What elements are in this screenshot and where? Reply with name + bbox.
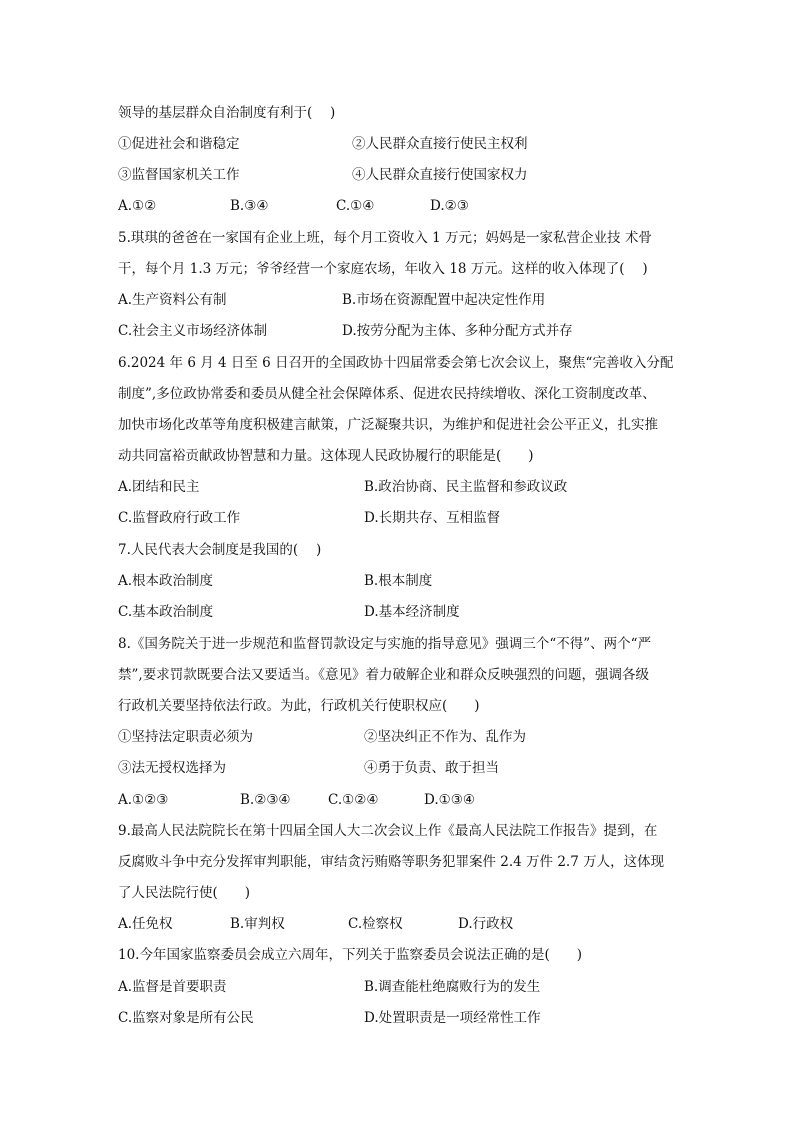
q6-option-d[interactable]: D.长期共存、互相监督	[364, 510, 501, 526]
q7-option-c[interactable]: C.基本政治制度	[118, 604, 214, 620]
q10-option-d[interactable]: D.处置职责是一项经常性工作	[364, 1010, 541, 1026]
q7-option-d[interactable]: D.基本经济制度	[364, 604, 460, 620]
q10-option-a[interactable]: A.监督是首要职责	[118, 979, 227, 995]
q4-option-b[interactable]: B.③④	[230, 198, 269, 214]
q8-item-4: ④勇于负责、敢于担当	[364, 760, 499, 776]
q4-stem: 领导的基层群众自治制度有利于( )	[118, 105, 336, 121]
q7-option-a[interactable]: A.根本政治制度	[118, 573, 214, 589]
q9-option-b[interactable]: B.审判权	[230, 916, 285, 932]
q5-option-a[interactable]: A.生产资料公有制	[118, 292, 227, 308]
q4-option-a[interactable]: A.①②	[118, 198, 157, 214]
q9-stem-line-3: 了人民法院行使( )	[118, 885, 251, 901]
q9-option-a[interactable]: A.任免权	[118, 916, 173, 932]
q8-option-d[interactable]: D.①③④	[424, 792, 475, 808]
q6-option-a[interactable]: A.团结和民主	[118, 479, 200, 495]
q9-stem-line-2: 反腐败斗争中充分发挥审判职能，审结贪污贿赂等职务犯罪案件 2.4 万件 2.7 万人，这体现	[118, 854, 665, 870]
q6-option-b[interactable]: B.政治协商、民主监督和参政议政	[364, 479, 568, 495]
q4-item-4: ④人民群众直接行使国家权力	[352, 167, 528, 183]
q6-stem-line-4: 动共同富裕贡献政协智慧和力量。这体现人民政协履行的职能是( )	[118, 448, 534, 464]
q5-option-d[interactable]: D.按劳分配为主体、多种分配方式并存	[342, 323, 573, 339]
q9-option-d[interactable]: D.行政权	[458, 916, 514, 932]
q5-option-c[interactable]: C.社会主义市场经济体制	[118, 323, 268, 339]
q7-option-b[interactable]: B.根本制度	[364, 573, 433, 589]
q10-option-c[interactable]: C.监察对象是所有公民	[118, 1010, 254, 1026]
q8-item-3: ③法无授权选择为	[118, 760, 226, 776]
q4-item-2: ②人民群众直接行使民主权利	[352, 136, 528, 152]
q8-item-1: ①坚持法定职责必须为	[118, 729, 253, 745]
q4-item-1: ①促进社会和谐稳定	[118, 136, 240, 152]
q5-stem-line-1: 5.琪琪的爸爸在一家国有企业上班，每个月工资收入 1 万元；妈妈是一家私营企业技 术骨	[118, 230, 652, 246]
q8-stem-line-2: 禁”,要求罚款既要合法又要适当。《意见》着力破解企业和群众反映强烈的问题，强调各级	[118, 667, 649, 683]
q9-option-c[interactable]: C.检察权	[348, 916, 403, 932]
q5-option-b[interactable]: B.市场在资源配置中起决定性作用	[342, 292, 546, 308]
q6-stem-line-2: 制度”,多位政协常委和委员从健全社会保障体系、促进农民持续增收、深化工资制度改革、	[118, 386, 656, 402]
q8-option-b[interactable]: B.②③④	[240, 792, 291, 808]
q6-option-c[interactable]: C.监督政府行政工作	[118, 510, 241, 526]
q6-stem-line-1: 6.2024 年 6 月 4 日至 6 日召开的全国政协十四届常委会第七次会议上，聚焦“完善收入分配	[118, 355, 674, 371]
q4-item-3: ③监督国家机关工作	[118, 167, 240, 183]
q8-item-2: ②坚决纠正不作为、乱作为	[364, 729, 526, 745]
q7-stem: 7.人民代表大会制度是我国的( )	[118, 542, 322, 558]
q4-option-c[interactable]: C.①④	[336, 198, 375, 214]
q8-stem-line-3: 行政机关要坚持依法行政。为此，行政机关行使职权应( )	[118, 698, 480, 714]
q8-stem-line-1: 8.《国务院关于进一步规范和监督罚款设定与实施的指导意见》强调三个“不得”、两个“严	[118, 636, 652, 652]
q9-stem-line-1: 9.最高人民法院院长在第十四届全国人大二次会议上作《最高人民法院工作报告》提到，在	[118, 823, 658, 839]
q10-stem: 10.今年国家监察委员会成立六周年，下列关于监察委员会说法正确的是( )	[118, 947, 583, 963]
q8-option-a[interactable]: A.①②③	[118, 792, 169, 808]
q10-option-b[interactable]: B.调查能杜绝腐败行为的发生	[364, 979, 541, 995]
q8-option-c[interactable]: C.①②④	[328, 792, 379, 808]
q6-stem-line-3: 加快市场化改革等角度积极建言献策，广泛凝聚共识，为维护和促进社会公平正义，扎实推	[118, 417, 658, 433]
q4-option-d[interactable]: D.②③	[430, 198, 469, 214]
q5-stem-line-2: 干，每个月 1.3 万元；爷爷经营一个家庭农场，年收入 18 万元。这样的收入体现了( )	[118, 261, 648, 277]
